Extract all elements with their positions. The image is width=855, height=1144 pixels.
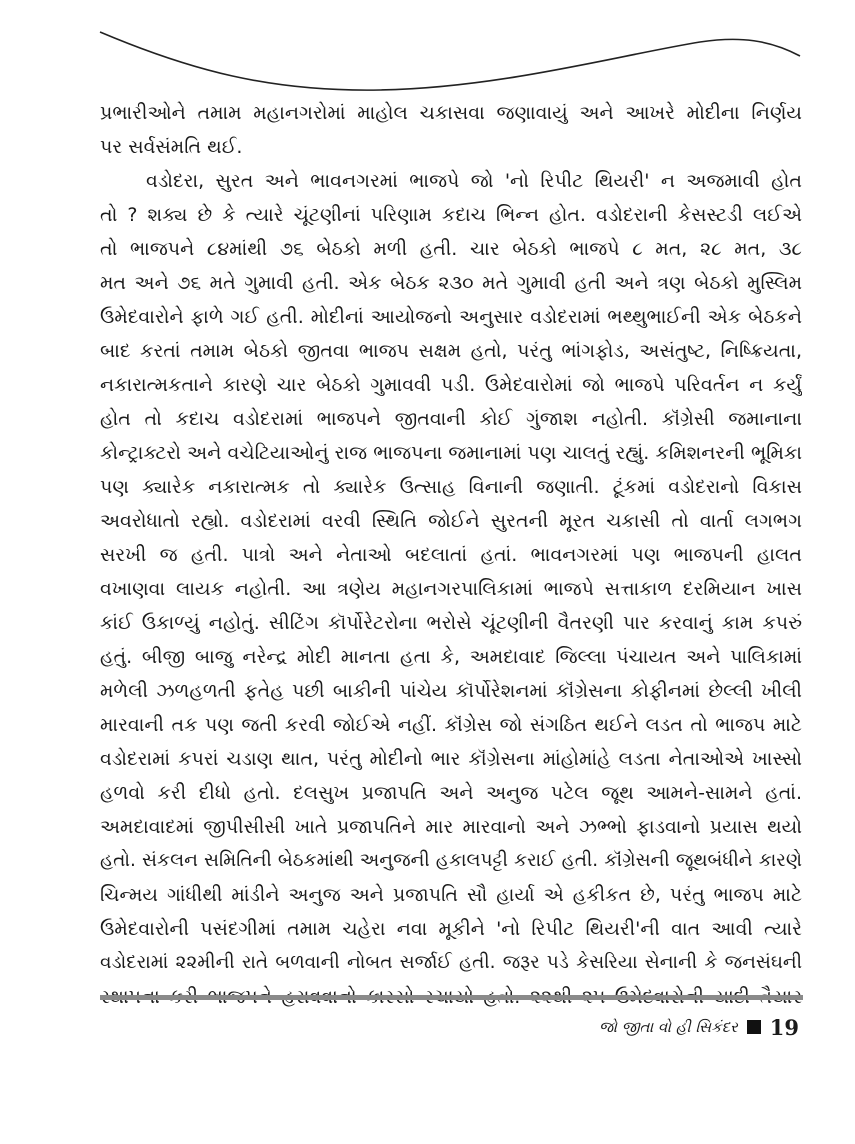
text-line: હતું. બીજી બાજુ નરેન્દ્ર મોદી માનતા હતા કે, અમદાવાદ જિલ્લા પંચાયત અને પાલિકામાં — [100, 646, 802, 668]
text-line: વડોદરા, સુરત અને ભાવનગરમાં ભાજપે જો 'નો રિપીટ થિયરી' ન અજમાવી હોત — [146, 170, 802, 192]
footer-rule — [100, 995, 803, 1000]
page-footer — [599, 1014, 799, 1040]
text-line: ઉમેદવારોને ફાળે ગઈ હતી. મોદીનાં આયોજનો અનુસાર વડોદરામાં ભથ્થુભાઈની એક બેઠકને — [100, 306, 802, 328]
text-line: હોત તો કદાચ વડોદરામાં ભાજપને જીતવાની કોઈ ગુંજાશ નહોતી. કૉંગ્રેસી જમાનાના — [100, 408, 802, 430]
text-line: મત અને ૭૬ મતે ગુમાવી હતી. એક બેઠક ૨૩૦ મતે ગુમાવી હતી અને ત્રણ બેઠકો મુસ્લિમ — [100, 272, 802, 294]
text-line: સરખી જ હતી. પાત્રો અને નેતાઓ બદલાતાં હતાં. ભાવનગરમાં પણ ભાજપની હાલત — [100, 544, 802, 566]
text-line: વડોદરામાં કપરાં ચડાણ થાત, પરંતુ મોદીનો ભાર કૉંગ્રેસના માંહોમાંહે લડતા નેતાઓએ ખાસ્સો — [100, 748, 802, 770]
text-line: પણ ક્યારેક નકારાત્મક તો ક્યારેક ઉત્સાહ વિનાની જણાતી. ટૂંકમાં વડોદરાનો વિકાસ — [100, 476, 802, 498]
text-line: નકારાત્મકતાને કારણે ચાર બેઠકો ગુમાવવી પડી. ઉમેદવારોમાં જો ભાજપે પરિવર્તન ન કર્યું — [100, 374, 802, 396]
text-line: કાંઈ ઉકાળ્યું નહોતું. સીટિંગ કૉર્પોરેટરોના ભરોસે ચૂંટણીની વૈતરણી પાર કરવાનું કામ કપરું — [100, 612, 802, 634]
text-line: બાદ કરતાં તમામ બેઠકો જીતવા ભાજપ સક્ષમ હતો, પરંતુ ભાંગફોડ, અસંતુષ્ટ, નિષ્ક્રિયતા, — [100, 340, 802, 362]
text-line: હતો. સંકલન સમિતિની બેઠકમાંથી અનુજની હકાલપટ્ટી કરાઈ હતી. કૉંગ્રેસની જૂથબંધીને કારણે — [100, 850, 802, 871]
text-line: ચિન્મય ગાંધીથી માંડીને અનુજ અને પ્રજાપતિ સૌ હાર્યા એ હકીકત છે, પરંતુ ભાજપ માટે — [100, 884, 802, 906]
text-line: ઉમેદવારોની પસંદગીમાં તમામ ચહેરા નવા મૂકીને 'નો રિપીટ થિયરી'ની વાત આવી ત્યારે — [100, 918, 802, 940]
square-bullet-icon — [747, 1020, 761, 1034]
text-line: અવરોધાતો રહ્યો. વડોદરામાં વરવી સ્થિતિ જોઈને સુરતની મૂરત ચકાસી તો વાર્તા લગભગ — [100, 510, 802, 532]
text-line: મળેલી ઝળહળતી ફતેહ પછી બાકીની પાંચેય કૉર્પોરેશનમાં કૉંગ્રેસના કોફીનમાં છેલ્લી ખીલી — [100, 680, 802, 702]
body-text — [100, 96, 802, 1014]
text-line: મારવાની તક પણ જતી કરવી જોઈએ નહીં. કૉંગ્રેસ જો સંગઠિત થઈને લડત તો ભાજપ માટે — [100, 714, 802, 736]
text-line: વડોદરામાં ૨૨મીની રાતે બળવાની નોબત સર્જાઈ હતી. જરૂર પડે કેસરિયા સેનાની કે જનસંઘની — [100, 952, 802, 973]
text-line: પ્રભારીઓને તમામ મહાનગરોમાં માહોલ ચકાસવા જણાવાયું અને આખરે મોદીના નિર્ણય — [100, 102, 802, 124]
text-line: વખાણવા લાયક નહોતી. આ ત્રણેય મહાનગરપાલિકામાં ભાજપે સત્તાકાળ દરમિયાન ખાસ — [100, 578, 802, 600]
running-title: જો જીતા વો હી સિકંદર — [599, 1018, 738, 1036]
text-line: તો ભાજપને ૮૪માંથી ૭૬ બેઠકો મળી હતી. ચાર બેઠકો ભાજપે ૮ મત, ૨૮ મત, ૩૮ — [100, 238, 802, 260]
decorative-swoosh — [0, 0, 855, 110]
text-line: અમદાવાદમાં જીપીસીસી ખાતે પ્રજાપતિને માર મારવાનો અને ઝભ્ભો ફાડવાનો પ્રયાસ થયો — [100, 816, 802, 838]
page-number: 19 — [769, 1014, 799, 1040]
text-line: તો ? શક્ય છે કે ત્યારે ચૂંટણીનાં પરિણામ કદાચ ભિન્ન હોત. વડોદરાની કેસસ્ટડી લઈએ — [100, 204, 802, 226]
text-line: પર સર્વસંમતિ થઈ. — [100, 136, 243, 158]
text-line: હળવો કરી દીધો હતો. દલસુખ પ્રજાપતિ અને અનુજ પટેલ જૂથ આમને-સામને હતાં. — [100, 782, 802, 804]
text-line: કોન્ટ્રાક્ટરો અને વચેટિયાઓનું રાજ ભાજપના જમાનામાં પણ ચાલતું રહ્યું. કમિશનરની ભૂમિકા — [100, 442, 802, 464]
